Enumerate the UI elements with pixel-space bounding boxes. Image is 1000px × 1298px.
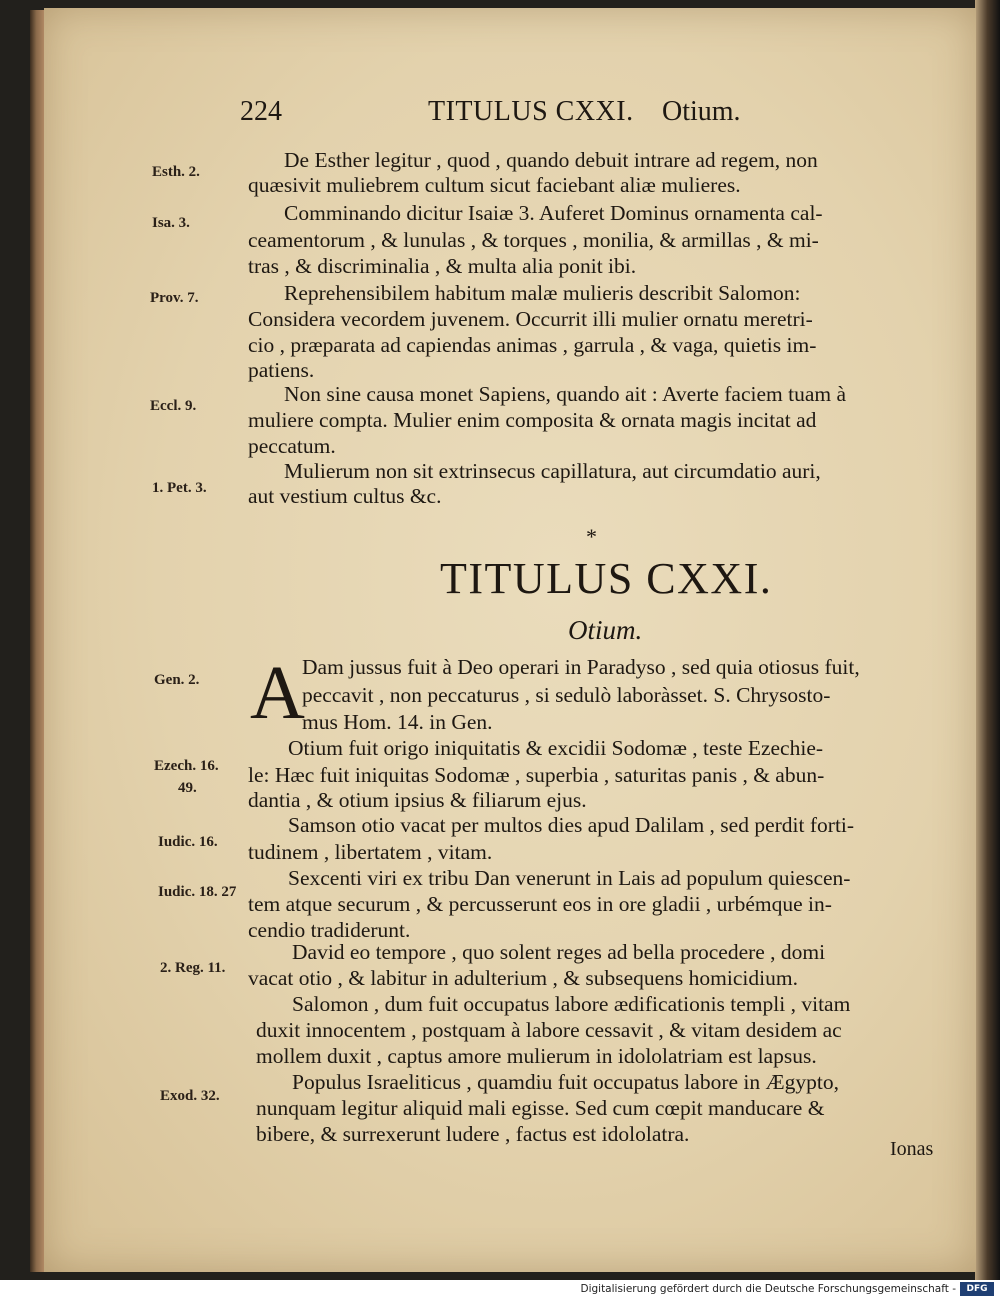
text-line: dantia , & otium ipsius & filiarum ejus. [248, 788, 587, 812]
text-line: tem atque securum , & percusserunt eos in ore gladii , urbémque in- [248, 892, 832, 916]
margin-note: 49. [178, 780, 197, 796]
text-line: Salomon , dum fuit occupatus labore ædificationis templi , vitam [292, 992, 851, 1016]
running-subject: Otium. [662, 96, 741, 127]
funding-credit: Digitalisierung gefördert durch die Deutsche Forschungsgemeinschaft - [580, 1283, 956, 1295]
text-line: le: Hæc fuit iniquitas Sodomæ , superbia , saturitas panis , & abun- [248, 763, 825, 787]
text-line: peccatum. [248, 434, 336, 458]
text-line: David eo tempore , quo solent reges ad bella procedere , domi [292, 940, 826, 964]
text-line: tudinem , libertatem , vitam. [248, 840, 493, 864]
text-line: Samson otio vacat per multos dies apud Dalilam , sed perdit forti- [288, 813, 855, 837]
chapter-subtitle: Otium. [568, 615, 643, 645]
dfg-logo: DFG [960, 1282, 994, 1296]
text-line: ceamentorum , & lunulas , & torques , monilia, & armillas , & mi- [248, 228, 819, 252]
text-line: quæsivit muliebrem cultum sicut faciebant aliæ mulieres. [248, 173, 741, 197]
margin-note: Isa. 3. [152, 215, 190, 231]
margin-note: Gen. 2. [154, 672, 200, 688]
page-number: 224 [240, 96, 282, 127]
text-line: vacat otio , & labitur in adulterium , & subsequens homicidium. [248, 966, 798, 990]
text-line: Non sine causa monet Sapiens, quando ait : Averte faciem tuam à [284, 382, 847, 406]
text-line: Mulierum non sit extrinsecus capillatura, aut circumdatio auri, [284, 459, 821, 483]
margin-note: Ezech. 16. [154, 758, 219, 774]
chapter-title: TITULUS CXXI. [440, 554, 773, 603]
text-line: Populus Israeliticus , quamdiu fuit occupatus labore in Ægypto, [292, 1070, 839, 1094]
page-edge-right [975, 0, 1000, 1280]
margin-note: Iudic. 16. [158, 834, 218, 850]
margin-note: Prov. 7. [150, 290, 199, 306]
text-line: Reprehensibilem habitum malæ mulieris describit Salomon: [284, 281, 801, 305]
section-divider: * [586, 524, 597, 549]
drop-cap: A [250, 651, 305, 735]
text-line: mollem duxit , captus amore mulierum in idololatriam est lapsus. [256, 1044, 817, 1068]
text-line: patiens. [248, 358, 315, 382]
margin-note: 2. Reg. 11. [160, 960, 226, 976]
text-line: tras , & discriminalia , & multa alia ponit ibi. [248, 254, 637, 278]
margin-note: 1. Pet. 3. [152, 480, 207, 496]
text-line: Comminando dicitur Isaiæ 3. Auferet Dominus ornamenta cal- [284, 201, 823, 225]
margin-note: Esth. 2. [152, 164, 200, 180]
text-line: Sexcenti viri ex tribu Dan venerunt in Lais ad populum quiescen- [288, 866, 851, 890]
text-line: cendio tradiderunt. [248, 918, 411, 942]
text-line: bibere, & surrexerunt ludere , factus est idololatra. [256, 1122, 690, 1146]
margin-note: Iudic. 18. 27 [158, 884, 237, 900]
text-line: cio , præparata ad capiendas animas , garrula , & vaga, quietis im- [248, 333, 817, 357]
text-line: mus Hom. 14. in Gen. [302, 710, 493, 734]
running-title: TITULUS CXXI. [428, 96, 634, 127]
text-line: Otium fuit origo iniquitatis & excidii Sodomæ , teste Ezechie- [288, 736, 824, 760]
text-line: De Esther legitur , quod , quando debuit intrare ad regem, non [284, 148, 818, 172]
text-line: peccavit , non peccaturus , si sedulò laboràsset. S. Chrysosto- [302, 683, 831, 707]
text-line: nunquam legitur aliquid mali egisse. Sed cum cœpit manducare & [256, 1096, 825, 1120]
text-line: Dam jussus fuit à Deo operari in Paradyso , sed quia otiosus fuit, [302, 655, 860, 679]
text-line: Considera vecordem juvenem. Occurrit illi mulier ornatu meretri- [248, 307, 813, 331]
catchword: Ionas [890, 1138, 934, 1160]
margin-note: Eccl. 9. [150, 398, 197, 414]
text-line: muliere compta. Mulier enim composita & ornata magis incitat ad [248, 408, 817, 432]
margin-note: Exod. 32. [160, 1088, 220, 1104]
text-line: aut vestium cultus &c. [248, 484, 442, 508]
text-line: duxit innocentem , postquam à labore cessavit , & vitam desidem ac [256, 1018, 842, 1042]
